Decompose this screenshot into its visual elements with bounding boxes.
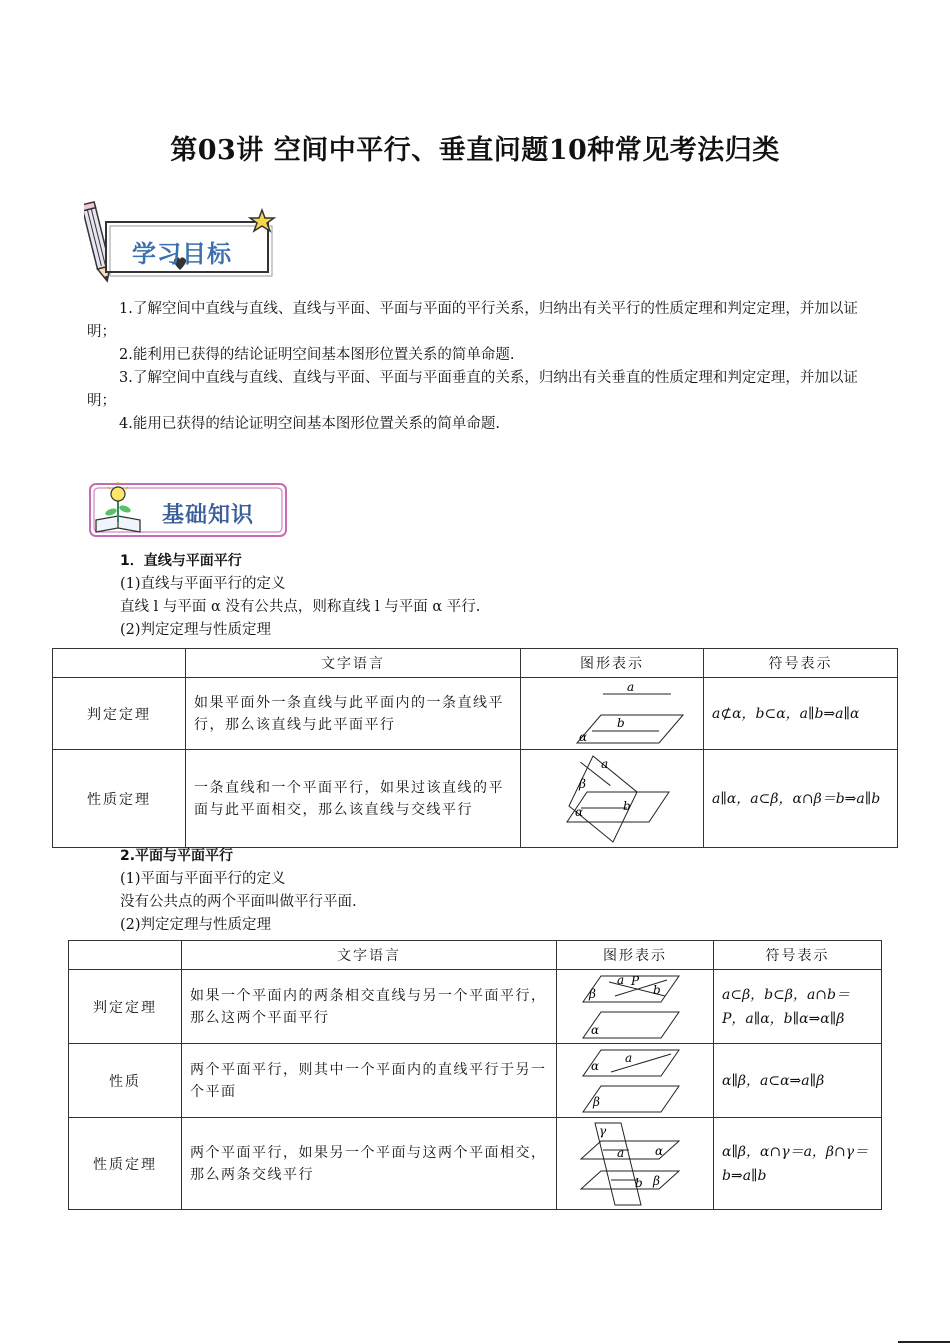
section-heading: 1．直线与平面平行 <box>120 553 242 569</box>
fig-label: β <box>653 1173 660 1188</box>
fig-label: α <box>655 1143 664 1158</box>
page-title: 第03讲 空间中平行、垂直问题10种常见考法归类 <box>170 135 780 166</box>
line-plane-parallel-figure <box>537 681 687 747</box>
goal-item: 4.能用已获得的结论证明空间基本图形位置关系的简单命题. <box>119 416 500 432</box>
fig-label: b <box>653 982 661 997</box>
row-text: 如果一个平面内的两条相交直线与另一个平面平行，那么这两个平面平行 <box>182 970 557 1044</box>
table-row <box>53 678 898 750</box>
row-text: 两个平面平行，则其中一个平面内的直线平行于另一个平面 <box>182 1044 557 1118</box>
definition-text: 没有公共点的两个平面叫做平行平面. <box>120 894 357 910</box>
section-line-plane-parallel <box>120 550 880 642</box>
fig-label: b <box>623 798 631 813</box>
section-plane-plane-parallel <box>120 845 880 937</box>
subheading: (1)直线与平面平行的定义 <box>120 576 286 592</box>
row-name: 判定定理 <box>69 970 182 1044</box>
table-header: 符号表示 <box>704 649 898 678</box>
three-planes-figure <box>575 1119 695 1209</box>
subheading: (1)平面与平面平行的定义 <box>120 871 286 887</box>
fig-label: α <box>591 1058 600 1073</box>
goal-item: 3.了解空间中直线与直线、直线与平面、平面与平面垂直的关系，归纳出有关垂直的性质定理和判定定理，并加以证明； <box>87 370 858 409</box>
row-name: 性质定理 <box>69 1118 182 1210</box>
plane-plane-criterion-figure <box>575 972 695 1042</box>
subheading: (2)判定定理与性质定理 <box>120 917 272 933</box>
table-header <box>53 649 186 678</box>
figure-cell <box>557 970 714 1044</box>
fig-label: β <box>589 986 596 1001</box>
fig-label: b <box>635 1175 643 1190</box>
table-header: 符号表示 <box>714 941 882 970</box>
fig-label: α <box>575 804 584 819</box>
table-row <box>69 1118 882 1210</box>
figure-cell <box>521 678 704 750</box>
learning-goals-badge <box>84 198 284 288</box>
plane-plane-theorem-table <box>68 940 882 1210</box>
table-row <box>53 750 898 848</box>
table-header: 文字语言 <box>186 649 521 678</box>
table-header-row <box>53 649 898 678</box>
fig-label: a <box>601 756 609 771</box>
learning-goals-label: 学习目标 <box>132 240 232 268</box>
table-header <box>69 941 182 970</box>
row-text: 如果平面外一条直线与此平面内的一条直线平行，那么该直线与此平面平行 <box>186 678 521 750</box>
figure-cell <box>557 1118 714 1210</box>
row-symbol: a⊄α，b⊂α，a∥b⇒a∥α <box>704 678 898 750</box>
fig-label: α <box>591 1022 600 1037</box>
fig-label: a <box>627 680 635 694</box>
line-plane-theorem-table <box>52 648 898 848</box>
fig-label: P <box>631 973 640 988</box>
table-header: 图形表示 <box>521 649 704 678</box>
figure-cell <box>521 750 704 848</box>
row-text: 一条直线和一个平面平行，如果过该直线的平面与此平面相交，那么该直线与交线平行 <box>186 750 521 848</box>
row-symbol: a⊂β，b⊂β，a∩b＝P，a∥α，b∥α⇒α∥β <box>714 970 882 1044</box>
learning-goals-list <box>87 298 867 436</box>
fig-label: a <box>617 972 625 987</box>
plane-plane-property-figure <box>575 1046 695 1116</box>
row-name: 性质 <box>69 1044 182 1118</box>
fig-label: γ <box>599 1123 607 1138</box>
fig-label: a <box>617 1145 625 1160</box>
definition-text: 直线 l 与平面 α 没有公共点，则称直线 l 与平面 α 平行. <box>120 599 481 615</box>
footer-rule <box>898 1341 950 1343</box>
subheading: (2)判定定理与性质定理 <box>120 622 272 638</box>
row-name: 性质定理 <box>53 750 186 848</box>
table-row <box>69 1044 882 1118</box>
fig-label: β <box>579 776 586 791</box>
basic-knowledge-label: 基础知识 <box>162 503 255 528</box>
fig-label: a <box>625 1050 633 1065</box>
fig-label: α <box>579 729 588 744</box>
row-text: 两个平面平行，如果另一个平面与这两个平面相交，那么两条交线平行 <box>182 1118 557 1210</box>
table-header-row <box>69 941 882 970</box>
fig-label: b <box>617 715 625 730</box>
row-symbol: α∥β，a⊂α⇒a∥β <box>714 1044 882 1118</box>
table-row <box>69 970 882 1044</box>
goal-item: 2.能利用已获得的结论证明空间基本图形位置关系的简单命题. <box>119 347 515 363</box>
line-plane-intersect-figure <box>537 752 687 846</box>
table-header: 文字语言 <box>182 941 557 970</box>
figure-cell <box>557 1044 714 1118</box>
table-header: 图形表示 <box>557 941 714 970</box>
fig-label: β <box>593 1094 600 1109</box>
goal-item: 1.了解空间中直线与直线、直线与平面、平面与平面的平行关系，归纳出有关平行的性质定理和判定定理，并加以证明； <box>87 301 858 340</box>
section-heading: 2.平面与平面平行 <box>120 848 234 864</box>
row-symbol: α∥β，α∩γ＝a，β∩γ＝b⇒a∥b <box>714 1118 882 1210</box>
row-symbol: a∥α，a⊂β，α∩β＝b⇒a∥b <box>704 750 898 848</box>
basic-knowledge-badge <box>86 478 292 542</box>
row-name: 判定定理 <box>53 678 186 750</box>
